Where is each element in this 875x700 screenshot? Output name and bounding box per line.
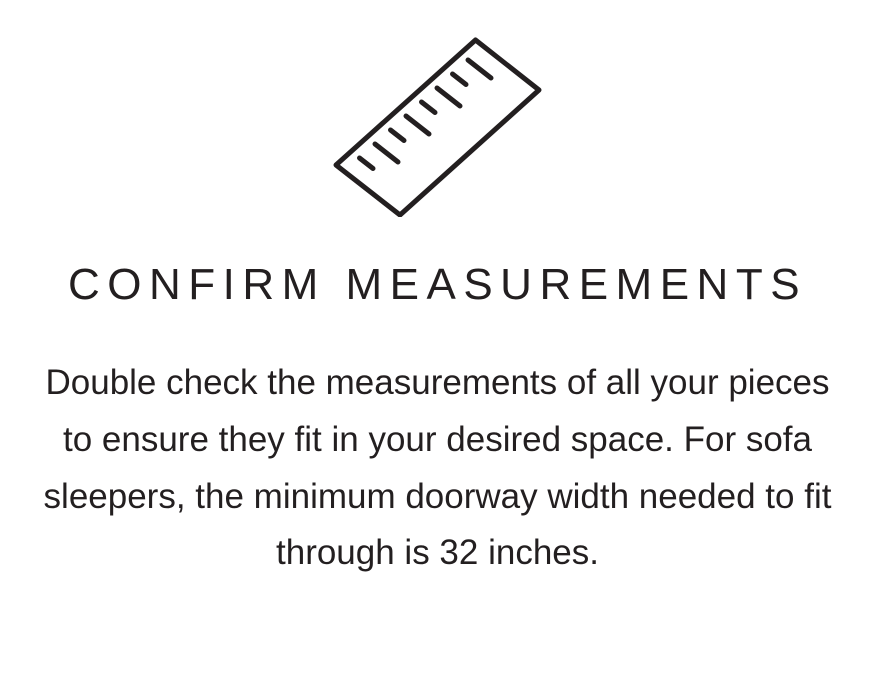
ruler-icon — [30, 32, 845, 217]
page-title: CONFIRM MEASUREMENTS — [67, 260, 808, 309]
body-paragraph: Double check the measurements of all your pieces to ensure they fit in your desired space. For sofa sleepers, the minimum doorway width needed to fit through is 32 inches. — [43, 363, 832, 573]
